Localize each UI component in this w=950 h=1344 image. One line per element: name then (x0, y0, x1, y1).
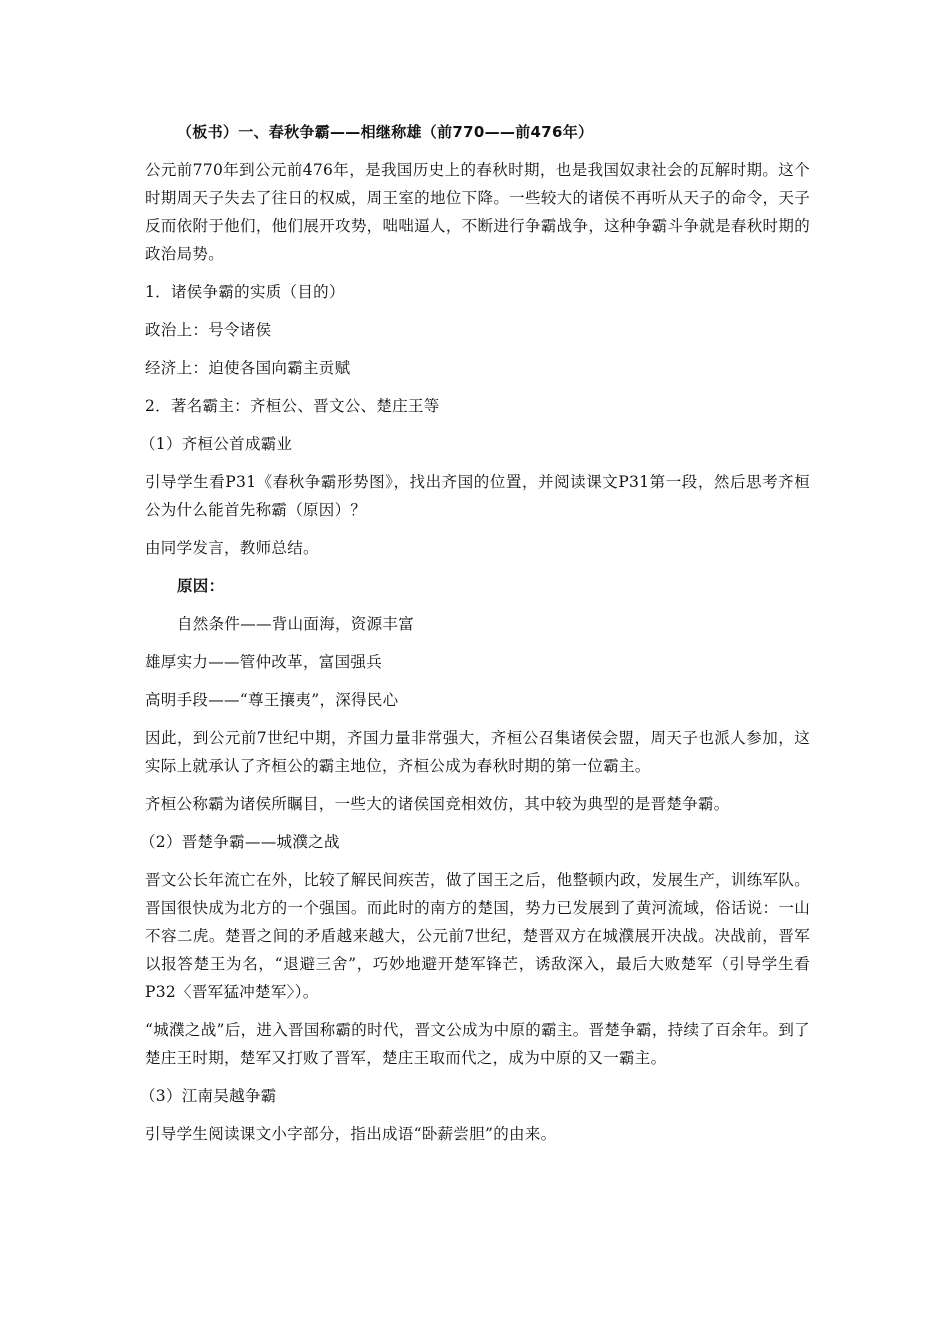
sub-heading-2: （2）晋楚争霸——城濮之战 (140, 833, 340, 851)
after-battle-paragraph: “城濮之战”后，进入晋国称霸的时代，晋文公成为中原的霸主。晋楚争霸，持续了百余年。到了楚庄王时期，楚军又打败了晋军，楚庄王取而代之，成为中原的又一霸主。 (145, 1021, 810, 1067)
reasons-label: 原因： (177, 577, 225, 595)
economic-line: 经济上：迫使各国向霸主贡赋 (145, 359, 351, 377)
intro-paragraph: 公元前770年到公元前476年，是我国历史上的春秋时期，也是我国奴隶社会的瓦解时期。这个时期周天子失去了往日的权威，周王室的地位下降。一些较大的诸侯不再听从天子的命令，天子反而依附于他们，他们展开攻势，咄咄逼人，不断进行争霸战争，这种争霸斗争就是春秋时期的政治局势。 (145, 161, 810, 263)
point-2-heading: 2．著名霸主：齐桓公、晋文公、楚庄王等 (145, 397, 440, 415)
reason-2: 雄厚实力——管仲改革，富国强兵 (145, 653, 383, 671)
jin-story-paragraph: 晋文公长年流亡在外，比较了解民间疾苦，做了国王之后，他整顿内政，发展生产，训练军队。晋国很快成为北方的一个强国。而此时的南方的楚国，势力已发展到了黄河流域，俗话说：一山不容二虎。楚晋之间的矛盾越来越大，公元前7世纪，楚晋双方在城濮展开决战。决战前，晋军以报答楚王为名，“退避三舍”，巧妙地避开楚军锋芒，诱敌深入，最后大败楚军（引导学生看P32〈晋军猛冲楚军〉）。 (145, 871, 810, 1001)
summary-line: 由同学发言，教师总结。 (145, 539, 319, 557)
section-title: （板书）一、春秋争霸——相继称雄（前770——前476年） (177, 123, 594, 141)
reason-3: 高明手段——“尊王攘夷”，深得民心 (145, 691, 399, 709)
reason-1: 自然条件——背山面海，资源丰富 (177, 615, 415, 633)
transition-paragraph: 齐桓公称霸为诸侯所瞩目，一些大的诸侯国竞相效仿，其中较为典型的是晋楚争霸。 (145, 795, 730, 813)
sub-heading-1: （1）齐桓公首成霸业 (140, 435, 293, 453)
political-line: 政治上：号令诸侯 (145, 321, 272, 339)
conclusion-paragraph: 因此，到公元前7世纪中期，齐国力量非常强大，齐桓公召集诸侯会盟，周天子也派人参加，这实际上就承认了齐桓公的霸主地位，齐桓公成为春秋时期的第一位霸主。 (145, 729, 810, 775)
document-body (140, 118, 810, 1158)
guide-paragraph-1: 引导学生看P31《春秋争霸形势图》，找出齐国的位置，并阅读课文P31第一段，然后思考齐桓公为什么能首先称霸（原因）？ (145, 473, 810, 519)
point-1-heading: 1．诸侯争霸的实质（目的） (145, 283, 345, 301)
guide-paragraph-3: 引导学生阅读课文小字部分，指出成语“卧薪尝胆”的由来。 (145, 1125, 557, 1143)
sub-heading-3: （3）江南吴越争霸 (140, 1087, 277, 1105)
